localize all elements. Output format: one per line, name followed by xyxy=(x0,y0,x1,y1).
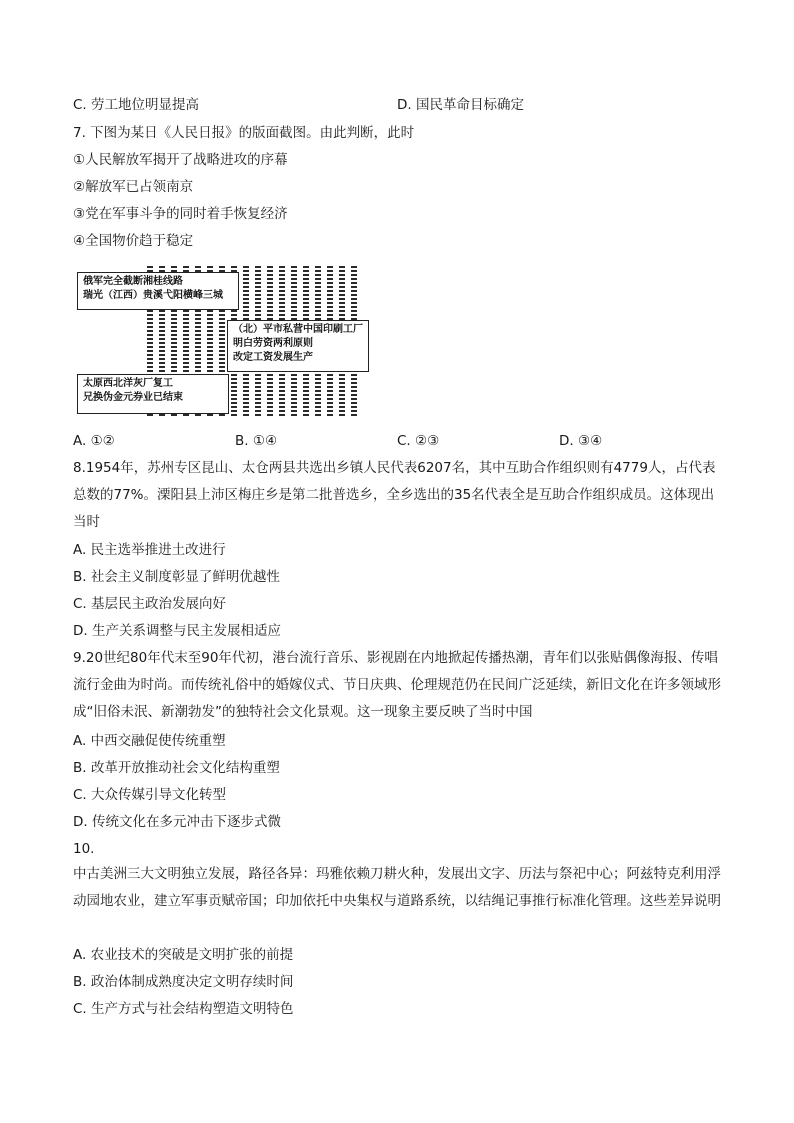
q7-option-b: B. ①④ xyxy=(235,433,278,449)
newspaper-headline-1: 俄军完全截断湘桂线路 瑞光（江西）贵溪弋阳横峰三城 xyxy=(77,272,239,310)
q9-option-b: B. 改革开放推动社会文化结构重塑 xyxy=(73,760,280,776)
q7-option-c: C. ②③ xyxy=(397,433,440,449)
q6-option-c: C. 劳工地位明显提高 xyxy=(73,97,200,113)
q7-stem: 7. 下图为某日《人民日报》的版面截图。由此判断，此时 xyxy=(73,125,415,141)
newspaper-figure xyxy=(73,262,369,422)
q8-stem: 8.1954年，苏州专区昆山、太仓两县共选出乡镇人民代表6207名，其中互助合作组织则有4779人，占代表总数的77%。溧阳县上沛区梅庄乡是第二批普选乡，全乡选出的35名代表全是互助合作组织成员。这体现出当时 xyxy=(73,460,716,530)
q8-option-d: D. 生产关系调整与民主发展相适应 xyxy=(73,623,281,639)
q10-number: 10. xyxy=(73,841,95,857)
q6-option-d: D. 国民革命目标确定 xyxy=(397,97,524,113)
q7-item-4: ④全国物价趋于稳定 xyxy=(73,233,194,249)
q9-option-d: D. 传统文化在多元冲击下逐步式微 xyxy=(73,814,281,830)
q9-option-c: C. 大众传媒引导文化转型 xyxy=(73,787,227,803)
q7-option-a: A. ①② xyxy=(73,433,115,449)
newspaper-headline-3: 太原西北洋灰厂复工 兄换伪金元券业已结束 xyxy=(77,374,229,414)
q7-item-2: ②解放军已占领南京 xyxy=(73,179,194,195)
q7-item-3: ③党在军事斗争的同时着手恢复经济 xyxy=(73,206,288,222)
q8-option-c: C. 基层民主政治发展向好 xyxy=(73,596,227,612)
newspaper-headline-2: （北）平市私营中国印刷工厂 明白劳资两利原则 改定工资发展生产 xyxy=(227,320,369,372)
q10-option-b: B. 政治体制成熟度决定文明存续时间 xyxy=(73,974,294,990)
q8-option-a: A. 民主选举推进土改进行 xyxy=(73,542,226,558)
q10-option-c: C. 生产方式与社会结构塑造文明特色 xyxy=(73,1001,294,1017)
q8-option-b: B. 社会主义制度彰显了鲜明优越性 xyxy=(73,569,280,585)
q9-option-a: A. 中西交融促使传统重塑 xyxy=(73,733,226,749)
q9-stem: 9.20世纪80年代末至90年代初，港台流行音乐、影视剧在内地掀起传播热潮，青年们以张贴偶像海报、传唱流行金曲为时尚。而传统礼俗中的婚嫁仪式、节日庆典、伦理规范仍在民间广泛延续，新旧文化在许多领域形成“旧俗未泯、新潮勃发”的独特社会文化景观。这一现象主要反映了当时中国 xyxy=(73,650,721,720)
q7-option-d: D. ③④ xyxy=(559,433,603,449)
q10-stem: 中古美洲三大文明独立发展，路径各异：玛雅依赖刀耕火种，发展出文字、历法与祭祀中心；阿兹特克利用浮动园地农业，建立军事贡赋帝国；印加依托中央集权与道路系统，以结绳记事推行标准化管理。这些差异说明 xyxy=(73,866,721,909)
q7-item-1: ①人民解放军揭开了战略进攻的序幕 xyxy=(73,152,288,168)
q10-option-a: A. 农业技术的突破是文明扩张的前提 xyxy=(73,947,294,963)
